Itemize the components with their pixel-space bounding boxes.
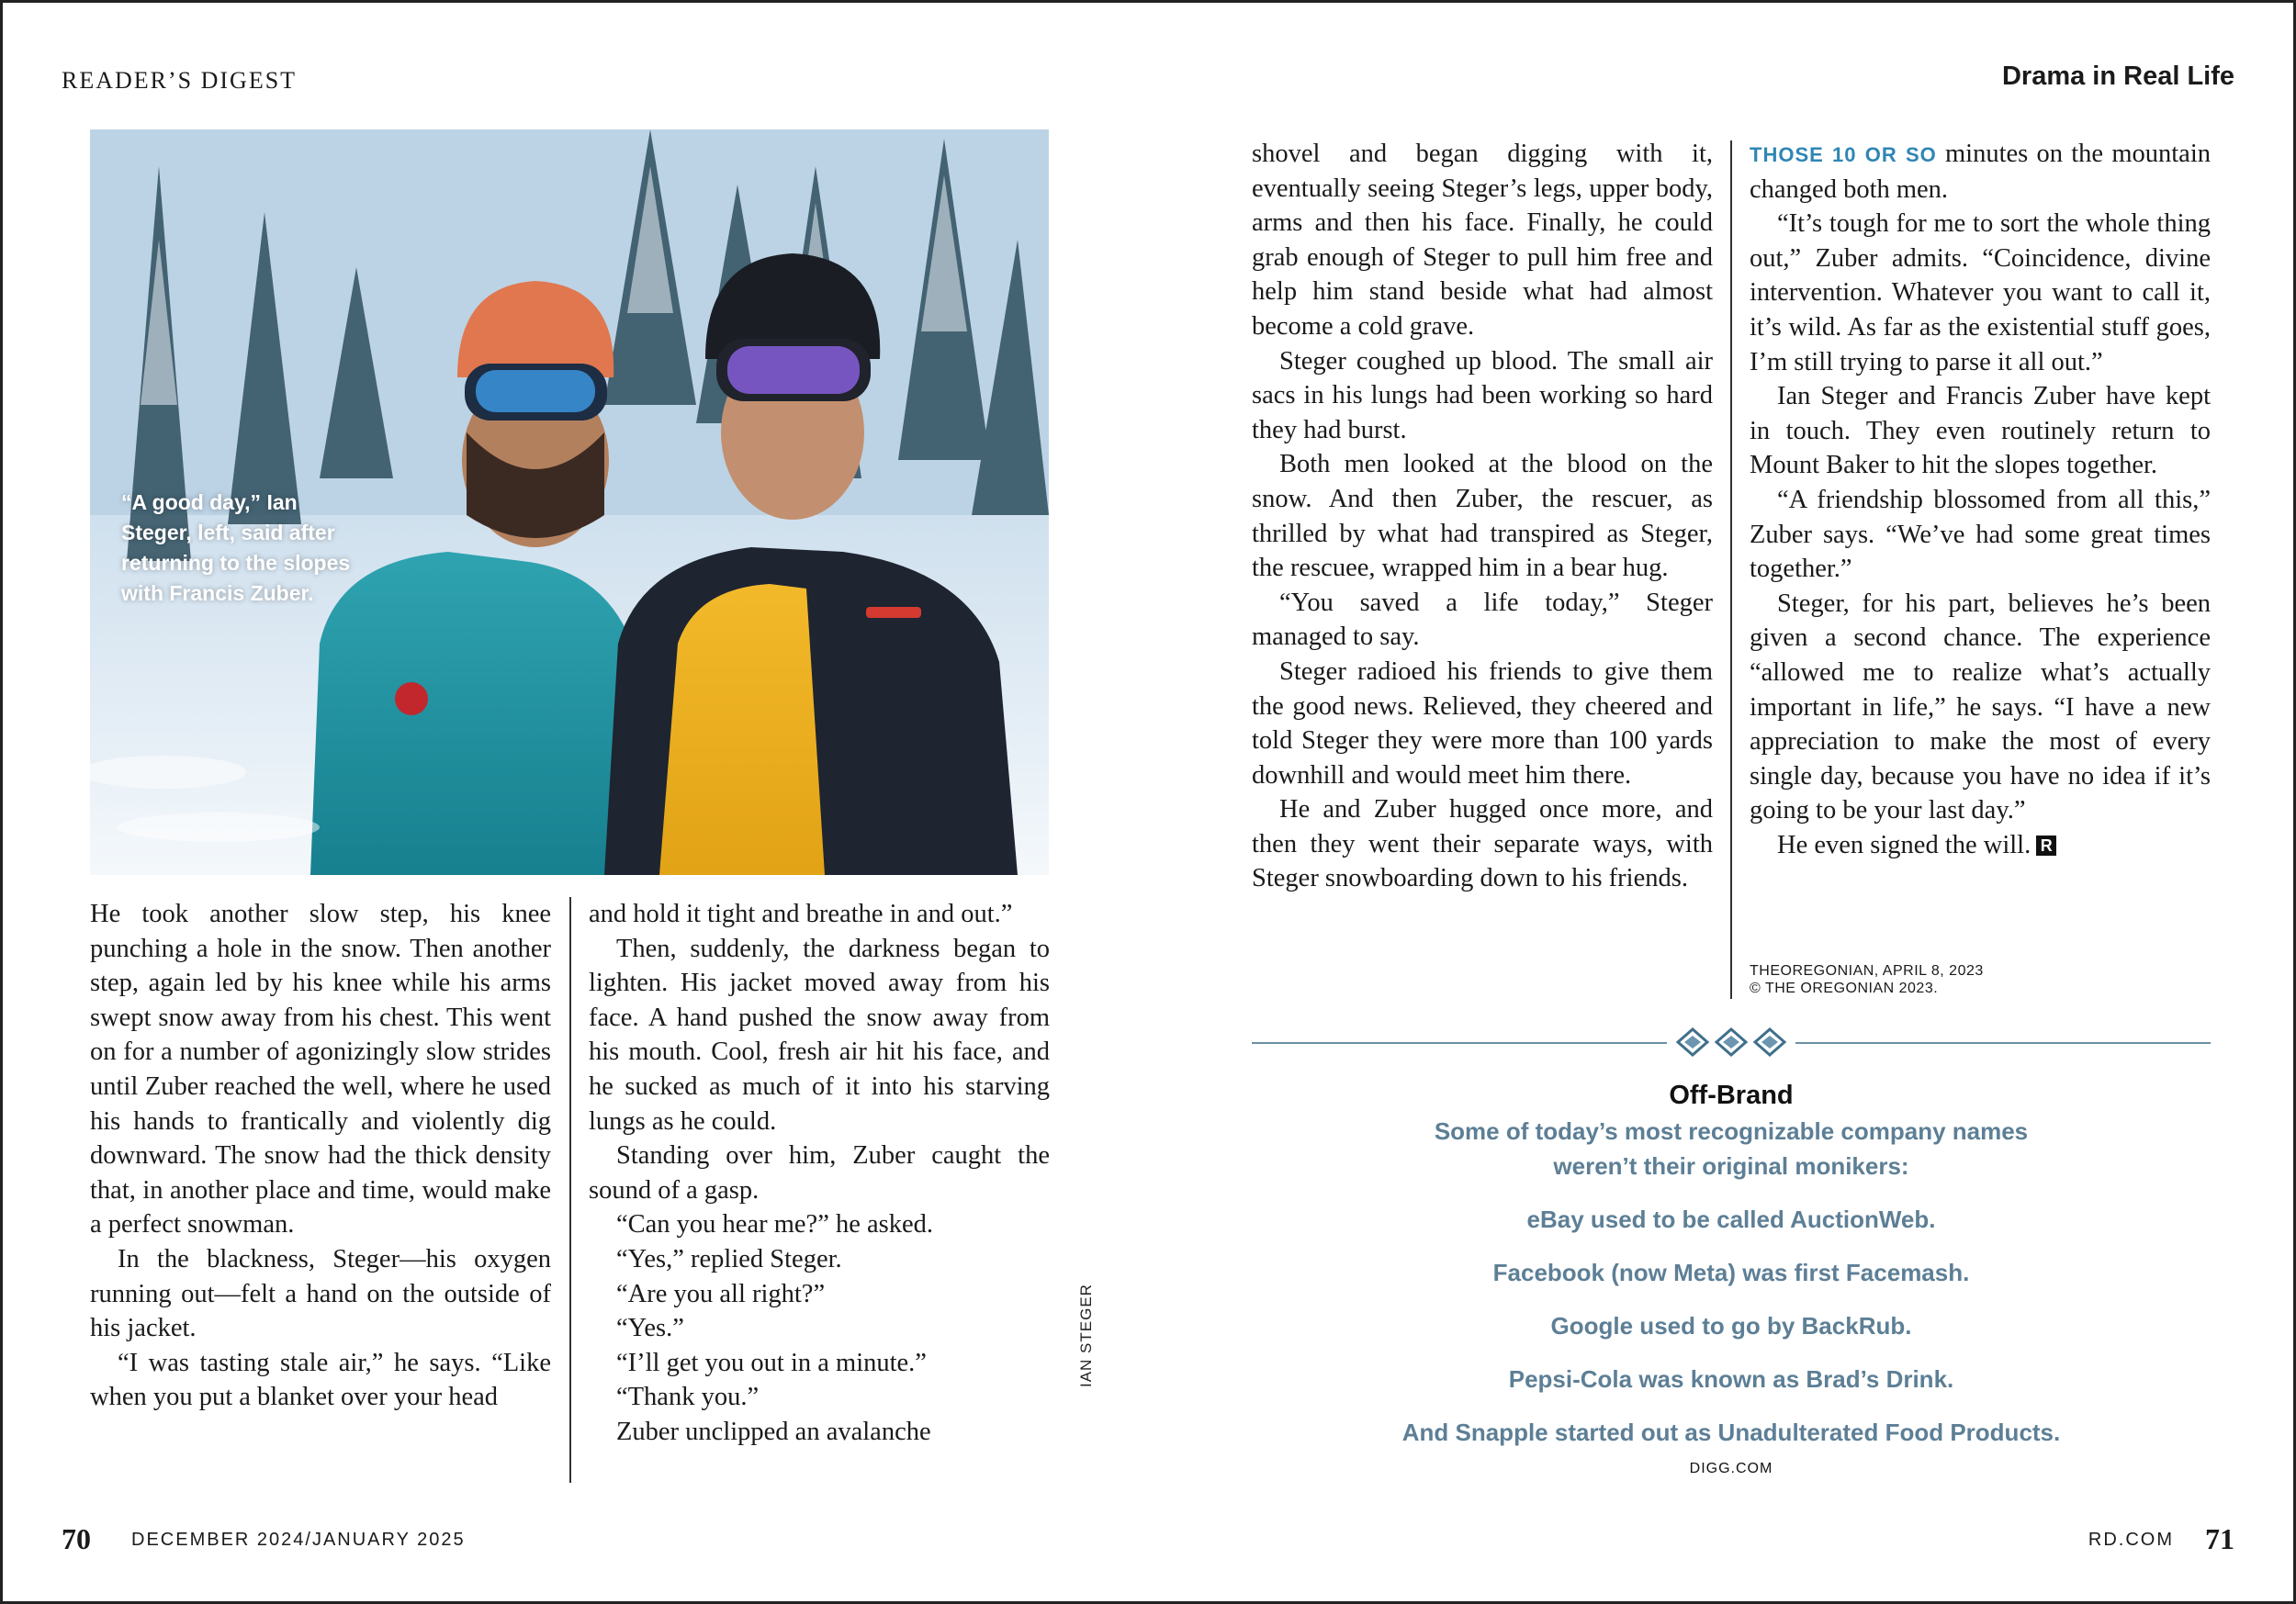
closing-text: He even signed the will. [1777, 830, 2032, 859]
section-divider [1252, 1031, 2211, 1053]
paragraph: He and Zuber hugged once more, and then they went their separate ways, with Steger snowboarding down to his friends. [1252, 795, 1713, 893]
column-rule [569, 897, 571, 1483]
paragraph: “I was tasting stale air,” he says. “Like when you put a blanket over your head [90, 1348, 551, 1412]
sidebar-source: DIGG.COM [1689, 1461, 1773, 1476]
website: RD.COM [2088, 1530, 2174, 1550]
paragraph: “A friendship blossomed from all this,” Zuber says. “We’ve had some great times together.” [1750, 485, 2211, 584]
sidebar-item: And Snapple started out as Unadulterated Food Products. [1401, 1419, 2061, 1446]
article-photo [90, 129, 1049, 875]
diamond-ornament-icon [1674, 1026, 1788, 1059]
paragraph: “Thank you.” [616, 1383, 760, 1412]
section-title: Drama in Real Life [2001, 62, 2234, 91]
issue-date: DECEMBER 2024/JANUARY 2025 [131, 1530, 466, 1550]
page-number-left: 70 [62, 1522, 91, 1555]
page-number-right: 71 [2205, 1522, 2234, 1555]
sidebar-item: eBay used to be called AuctionWeb. [1526, 1206, 1936, 1233]
paragraph: “Can you hear me?” he asked. [616, 1210, 934, 1239]
source-line: THEOREGONIAN, APRIL 8, 2023 [1750, 963, 1984, 979]
article-source [1750, 962, 1984, 997]
divider-line [1252, 1042, 1667, 1044]
article-column-3 [1252, 137, 1713, 896]
paragraph: Steger coughed up blood. The small air sacs in his lungs had been working so hard they had burst. [1252, 346, 1713, 444]
copyright-line: © THE OREGONIAN 2023. [1750, 981, 1939, 996]
sidebar-item: Pepsi-Cola was known as Brad’s Drink. [1508, 1365, 1954, 1393]
paragraph: Zuber unclipped an avalanche [616, 1417, 931, 1446]
lead-in: THOSE 10 OR SO [1750, 143, 1937, 166]
sidebar-item: Google used to go by BackRub. [1550, 1312, 1912, 1340]
column-rule [1730, 140, 1732, 999]
paragraph: Steger, for his part, believes he’s been given a second chance. The experience “allowed me to realize what’s actually important in life,” he says. “I have a new appreciation to make the most of every single day, because you have no idea if it’s going to be your last day.” [1750, 589, 2211, 825]
lead-text: minutes on the mountain changed both men. [1750, 140, 2211, 204]
sidebar-item: Facebook (now Meta) was first Facemash. [1492, 1259, 1970, 1286]
article-column-4 [1750, 137, 2211, 862]
paragraph [1750, 137, 2211, 207]
paragraph [1750, 828, 2211, 863]
paragraph: Ian Steger and Francis Zuber have kept in touch. They even routinely return to Mount Baker to hit the slopes together. [1750, 382, 2211, 480]
divider-line [1795, 1042, 2211, 1044]
paragraph: “I’ll get you out in a minute.” [616, 1348, 927, 1377]
end-mark-icon: R [2036, 836, 2056, 856]
paragraph: Then, suddenly, the darkness began to lighten. His jacket moved away from his face. A hand pushed the snow away from his mouth. Cool, fresh air hit his face, and he sucked as much of it into his starving lungs as he could. [589, 934, 1050, 1136]
paragraph: Steger radioed his friends to give them the good news. Relieved, they cheered and told Steger they were more than 100 yards downhill and would meet him there. [1252, 656, 1713, 790]
paragraph: shovel and began digging with it, eventually seeing Steger’s legs, upper body, arms and then his face. Finally, he could grab enough of Steger to pull him free and help him stand beside what had almost become a cold grave. [1252, 140, 1713, 341]
sidebar-intro: Some of today’s most recognizable company names weren’t their original monikers: [1434, 1117, 2029, 1180]
paragraph: Both men looked at the blood on the snow. And then Zuber, the rescuer, as thrilled by what had transpired as Steger, the rescuee, wrapped him in a bear hug. [1252, 450, 1713, 583]
photo-credit: IAN STEGER [1077, 1284, 1095, 1387]
paragraph: He took another slow step, his knee punching a hole in the snow. Then another step, again led by his knee while his arms swept snow away from his chest. This went on for a number of agonizingly slow strides until Zuber reached the well, where he used his hands to frantically and violently dig downward. The snow had the thick density that, in another place and time, would make a perfect snowman. [90, 900, 551, 1239]
article-column-1 [90, 897, 551, 1415]
paragraph: “You saved a life today,” Steger managed to say. [1252, 588, 1713, 652]
paragraph: “Are you all right?” [616, 1279, 826, 1308]
paragraph: “Yes.” [616, 1314, 684, 1343]
paragraph: “It’s tough for me to sort the whole thing out,” Zuber admits. “Coincidence, divine intervention. Whatever you want to call it, it’s wild. As far as the existential stuff goes, I’m still trying to parse it all out.” [1750, 209, 2211, 376]
paragraph: and hold it tight and breathe in and out.” [589, 900, 1013, 928]
photo-caption: “A good day,” Ian Steger, left, said after returning to the slopes with Francis Zuber. [121, 490, 351, 605]
publication-name: READER’S DIGEST [62, 67, 298, 94]
paragraph: In the blackness, Steger—his oxygen running out—felt a hand on the outside of his jacket. [90, 1244, 551, 1343]
article-column-2 [589, 897, 1050, 1450]
paragraph: “Yes,” replied Steger. [616, 1244, 842, 1273]
paragraph: Standing over him, Zuber caught the sound of a gasp. [589, 1141, 1050, 1205]
off-brand-sidebar [1252, 1077, 2211, 1477]
sidebar-title: Off-Brand [1669, 1081, 1794, 1110]
